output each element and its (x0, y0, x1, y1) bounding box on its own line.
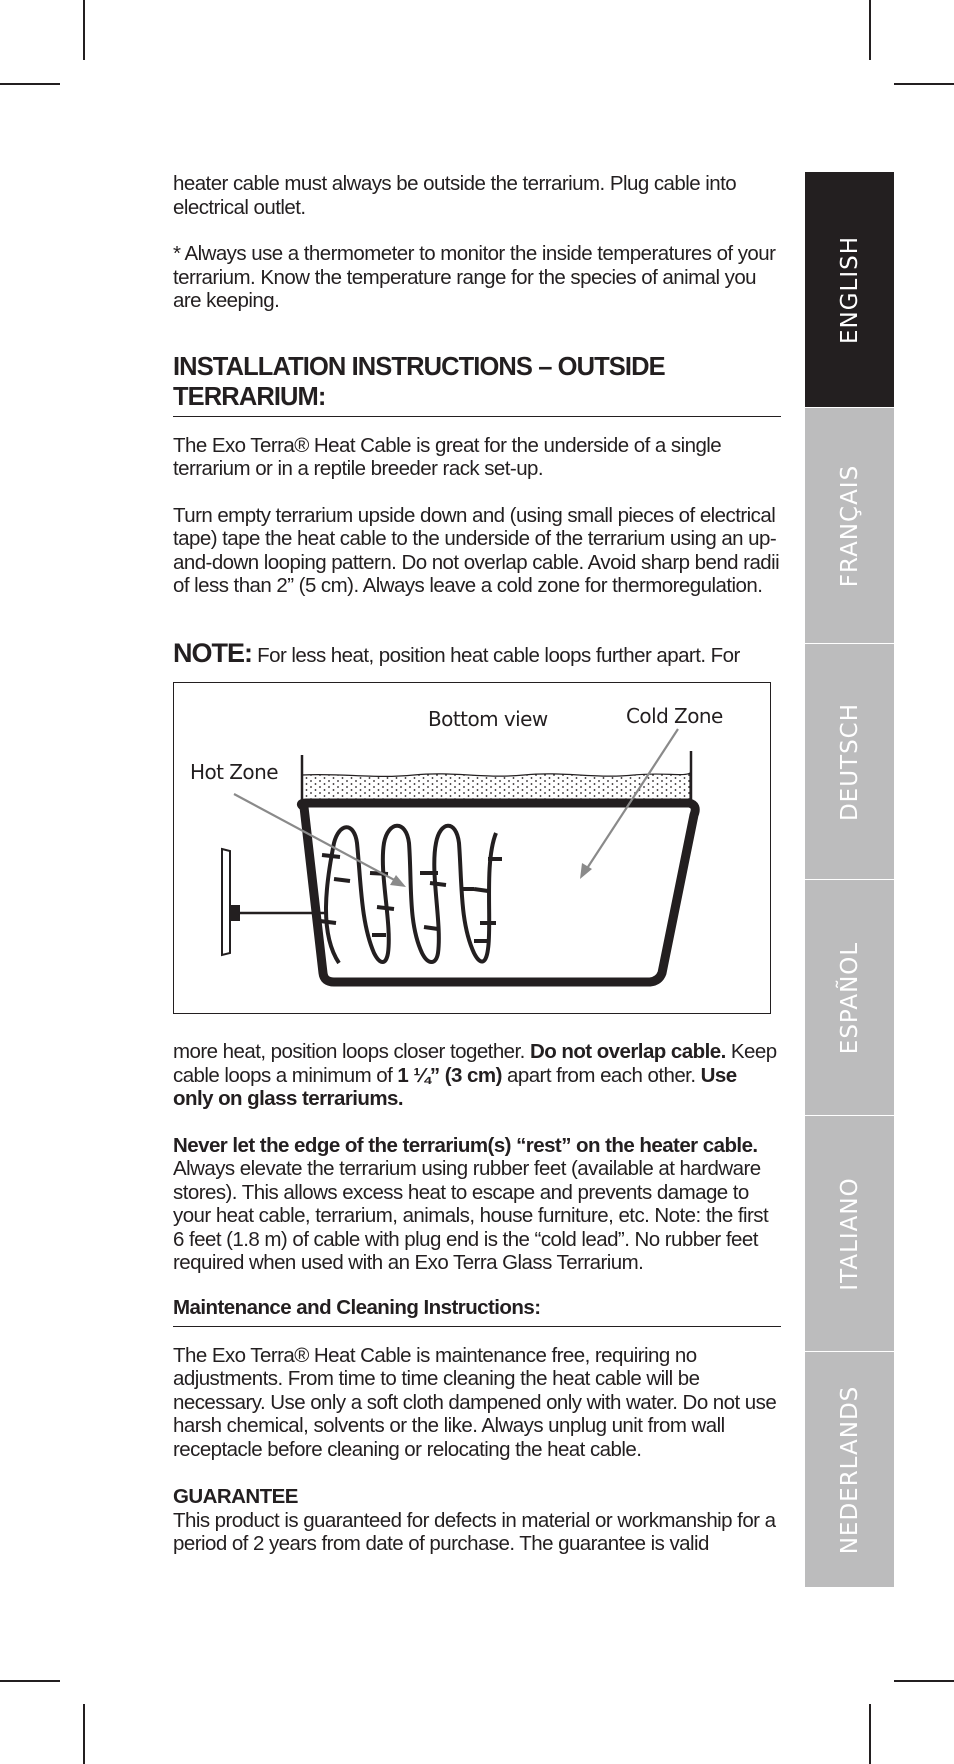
intro-paragraph-1: heater cable must always be outside the terrarium. Plug cable into electrical outlet. (173, 172, 737, 219)
after-figure-bold-3: Use only on glass terrariums. (173, 1063, 737, 1110)
crop-mark (0, 83, 60, 85)
installation-heading: INSTALLATION INSTRUCTIONS – OUTSIDE TERRARIUM: (173, 352, 781, 417)
cold-zone-label: Cold Zone (626, 704, 723, 728)
tab-espanol[interactable] (805, 880, 894, 1116)
guarantee-heading: GUARANTEE (173, 1485, 298, 1508)
crop-mark (83, 0, 85, 60)
crop-mark (0, 1680, 60, 1682)
crop-mark (869, 1704, 871, 1764)
tab-label: ITALIANO (836, 1176, 863, 1291)
install-paragraph-1: The Exo Terra® Heat Cable is great for the underside of a single terrarium or in a reptile breeder rack set-up. (173, 433, 722, 480)
maintenance-paragraph: The Exo Terra® Heat Cable is maintenance free, requiring no adjustments. From time to time cleaning the heat cable will be necessary. Use only a soft cloth dampened only with water. Do not use harsh chemical, solvents or the like. Always unplug unit from wall receptacle before cleaning or relocating the heat cable. (173, 1343, 777, 1461)
after-figure-text-3: apart from each other. (501, 1063, 701, 1087)
after-figure-bold-2: 1 ¼” (3 cm) (397, 1063, 502, 1087)
tab-nederlands[interactable] (805, 1352, 894, 1588)
rest-warning-bold: Never let the edge of the terrarium(s) “rest” on the heater cable. (173, 1133, 758, 1157)
after-figure-bold-1: Do not overlap cable. (529, 1040, 726, 1063)
after-figure-text-1: more heat, position loops closer together. (173, 1040, 530, 1063)
guarantee-paragraph: This product is guaranteed for defects in material or workmanship for a period of 2 years from date of purchase. The guarantee is valid (173, 1508, 776, 1555)
tab-deutsch[interactable] (805, 644, 894, 880)
crop-mark (869, 0, 871, 60)
substrate-layer (302, 773, 690, 800)
rest-warning-paragraph (173, 1134, 781, 1275)
note-paragraph (173, 637, 781, 668)
tab-francais[interactable] (805, 408, 894, 644)
hot-zone-arrowhead (390, 875, 406, 887)
tab-label: ESPAÑOL (836, 941, 863, 1054)
plug-body (222, 849, 230, 955)
heat-cable-diagram (173, 682, 771, 1014)
install-paragraph-2: Turn empty terrarium upside down and (using small pieces of electrical tape) tape the heat cable to the underside of the terrarium using an up-and-down looping pattern. Do not overlap cable. Avoid sharp bend radii of less than 2” (5 cm). Always leave a cold zone for thermoregulation. (173, 503, 780, 597)
tab-italiano[interactable] (805, 1116, 894, 1352)
crop-mark (83, 1704, 85, 1764)
tab-label: ENGLISH (836, 235, 863, 344)
tab-label: DEUTSCH (836, 702, 863, 821)
bottom-view-label: Bottom view (428, 707, 548, 731)
crop-mark (894, 1680, 954, 1682)
note-label: NOTE: (173, 637, 252, 668)
note-text: For less heat, position heat cable loops further apart. For (252, 643, 740, 667)
tab-label: FRANÇAIS (836, 464, 863, 587)
maintenance-heading: Maintenance and Cleaning Instructions: (173, 1296, 781, 1327)
manual-content (173, 172, 781, 1556)
after-figure-paragraph (173, 1040, 781, 1111)
tab-label: NEDERLANDS (836, 1385, 863, 1554)
after-figure-text-2: Keep cable loops a minimum of (173, 1040, 777, 1087)
crop-mark (894, 83, 954, 85)
rest-warning-text: Always elevate the terrarium using rubber feet (available at hardware stores). This allows excess heat to escape and prevents damage to your heat cable, terrarium, animals, house furniture, etc. Note: the first 6 feet (1.8 m) of cable with plug end is the “cold lead”. No rubber feet required when used with an Exo Terra Glass Terrarium. (173, 1157, 769, 1274)
diagram-drawing (174, 683, 770, 1013)
tab-english[interactable] (805, 172, 894, 408)
intro-paragraph-2: * Always use a thermometer to monitor the inside temperatures of your terrarium. Know the temperature range for the species of animal you are keeping. (173, 242, 776, 312)
cable-loops (326, 826, 496, 963)
language-tabs (805, 172, 894, 1588)
hot-zone-label: Hot Zone (190, 760, 278, 784)
